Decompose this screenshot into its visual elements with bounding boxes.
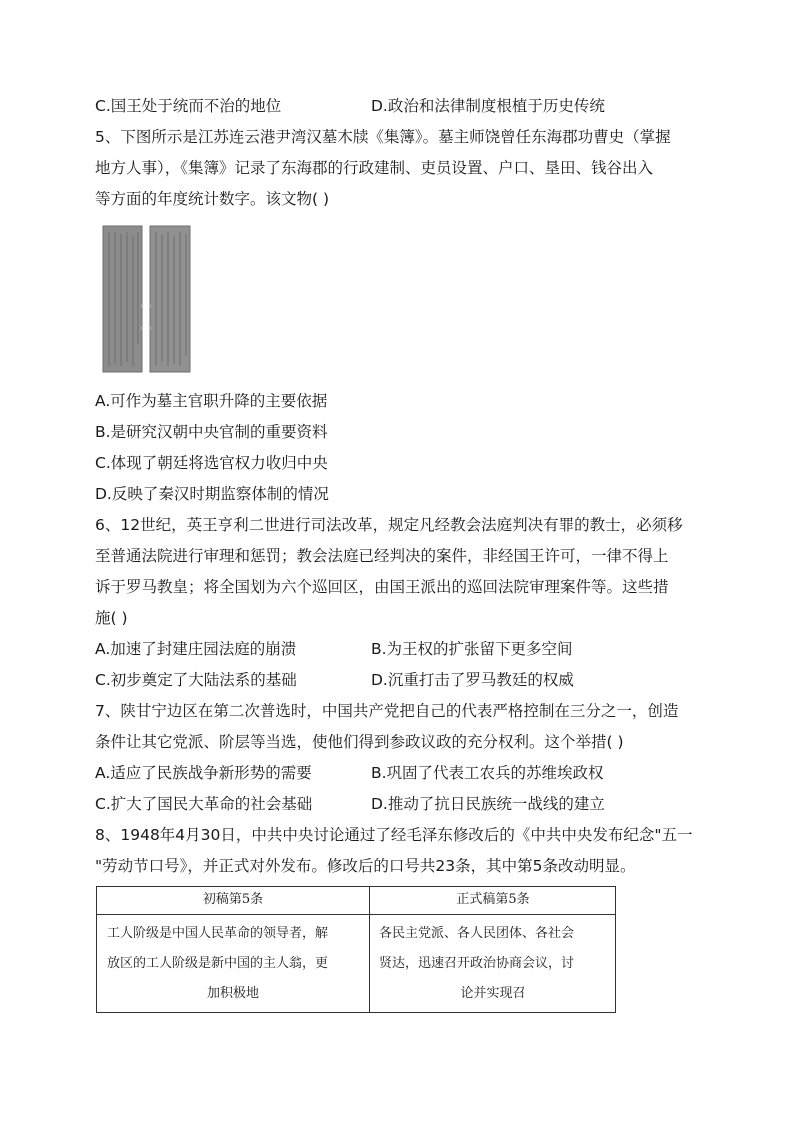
q5-stem-line-2: 地方人事），《集簿》记录了东海郡的行政建制、吏员设置、户口、垦田、钱谷出入 <box>95 159 654 177</box>
q4-option-d: D.政治和法律制度根植于历史传统 <box>371 97 605 115</box>
q6-option-c: C.初步奠定了大陆法系的基础 <box>95 671 297 689</box>
q5-option-c: C.体现了朝廷将选官权力收归中央 <box>95 454 328 472</box>
q8-stem-line-1: 8、1948年4月30日，中共中央讨论通过了经毛泽东修改后的《中共中央发布纪念"五一 <box>95 826 693 844</box>
q6-stem-line-1: 6、12世纪，英王亨利二世进行司法改革，规定凡经教会法庭判决有罪的教士，必须移 <box>95 516 683 534</box>
q7-option-a: A.适应了民族战争新形势的需要 <box>95 764 312 782</box>
table-header-draft: 初稿第5条 <box>202 892 264 907</box>
table-cell-final-line-1: 各民主党派、各人民团体、各社会 <box>379 926 575 941</box>
q5-stem-line-3: 等方面的年度统计数字。该文物( ) <box>95 190 330 208</box>
q7-option-b: B.巩固了代表工农兵的苏维埃政权 <box>371 764 604 782</box>
q5-option-b: B.是研究汉朝中央官制的重要资料 <box>95 423 328 441</box>
q8-stem-line-2: "劳动节口号》，并正式对外发布。修改后的口号共23条，其中第5条改动明显。 <box>95 857 636 875</box>
q5-option-d: D.反映了秦汉时期监察体制的情况 <box>95 485 329 503</box>
q6-stem-line-3: 诉于罗马教皇；将全国划为六个巡回区，由国王派出的巡回法院审理案件等。这些措 <box>95 578 669 596</box>
q6-option-b: B.为王权的扩张留下更多空间 <box>371 640 573 658</box>
table-header-divider <box>97 914 615 915</box>
table-cell-draft-line-1: 工人阶级是中国人民革命的领导者，解 <box>107 926 329 941</box>
q4-option-c: C.国王处于统而不治的地位 <box>95 97 282 115</box>
q6-option-a: A.加速了封建庄园法庭的崩溃 <box>95 640 297 658</box>
table-cell-final-line-3: 论并实现召 <box>460 986 526 1001</box>
q5-option-a: A.可作为墓主官职升降的主要依据 <box>95 392 328 410</box>
table-cell-draft-line-3: 加积极地 <box>206 986 259 1001</box>
table-cell-draft-line-2: 放区的工人阶级是新中国的主人翁，更 <box>107 956 329 971</box>
q7-option-c: C.扩大了国民大革命的社会基础 <box>95 795 313 813</box>
q7-stem-line-2: 条件让其它党派、阶层等当选，使他们得到参政议政的充分权利。这个举措( ) <box>95 733 624 751</box>
table-cell-final-line-2: 贤达，迅速召开政治协商会议，讨 <box>379 956 575 971</box>
q6-option-d: D.沉重打击了罗马教廷的权威 <box>371 671 574 689</box>
q7-option-d: D.推动了抗日民族统一战线的建立 <box>371 795 605 813</box>
comparison-table <box>96 886 616 1013</box>
table-header-final: 正式稿第5条 <box>456 892 530 907</box>
wooden-tablet-image <box>100 224 192 374</box>
q6-stem-line-2: 至普通法院进行审理和惩罚；教会法庭已经判决的案件，非经国王许可，一律不得上 <box>95 547 669 565</box>
q6-stem-line-4: 施( ) <box>95 609 128 627</box>
q7-stem-line-1: 7、陕甘宁边区在第二次普选时，中国共产党把自己的代表严格控制在三分之一，创造 <box>95 702 679 720</box>
q5-stem-line-1: 5、下图所示是江苏连云港尹湾汉墓木牍《集簿》。墓主师饶曾任东海郡功曹史（掌握 <box>95 128 671 146</box>
